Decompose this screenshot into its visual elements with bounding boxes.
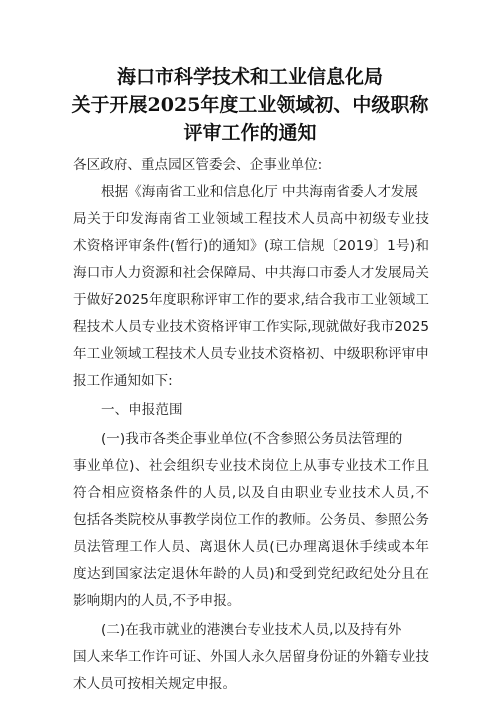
body-line: (一)我市各类企事业单位(不含参照公务员法管理的 [101, 431, 403, 447]
body-line: (二)在我市就业的港澳台专业技术人员,以及持有外 [101, 622, 402, 638]
body-line: 海口市人力资源和社会保障局、中共海口市委人才发展局关 [73, 265, 429, 281]
body-line: 术人员可按相关规定申报。 [73, 676, 237, 692]
body-line: 影响期内的人员,不予申报。 [73, 593, 241, 609]
body-line: 员法管理工作人员、离退休人员(已办理离退休手续或本年 [73, 539, 429, 555]
body-line: 根据《海南省工业和信息化厅 中共海南省委人才发展 [101, 184, 418, 200]
body-line: 报工作通知如下: [73, 373, 173, 389]
body-line: 符合相应资格条件的人员,以及自由职业专业技术人员,不 [73, 485, 429, 501]
document-title-line-2: 关于开展2025年度工业领域初、中级职称 [71, 94, 429, 116]
document-title-line-1: 海口市科学技术和工业信息化局 [116, 66, 383, 88]
section-heading: 一、申报范围 [101, 402, 183, 418]
body-line: 局关于印发海南省工业领域工程技术人员高中初级专业技 [73, 211, 429, 227]
body-line: 度达到国家法定退休年龄的人员)和受到党纪政纪处分且在 [73, 566, 429, 582]
body-line: 于做好2025年度职称评审工作的要求,结合我市工业领域工 [73, 292, 429, 308]
body-line: 事业单位)、社会组织专业技术岗位上从事专业技术工作且 [73, 458, 429, 474]
document-title-line-3: 评审工作的通知 [183, 122, 317, 144]
body-line: 程技术人员专业技术资格评审工作实际,现就做好我市2025 [73, 319, 429, 335]
body-line: 术资格评审条件(暂行)的通知》(琼工信规〔2019〕1号)和 [73, 238, 429, 254]
body-line: 国人来华工作许可证、外国人永久居留身份证的外籍专业技 [73, 649, 429, 665]
body-line: 包括各类院校从事教学岗位工作的教师。公务员、参照公务 [73, 512, 429, 528]
salutation: 各区政府、重点园区管委会、企事业单位: [73, 157, 323, 173]
body-line: 年工业领域工程技术人员专业技术资格初、中级职称评审申 [73, 346, 429, 362]
